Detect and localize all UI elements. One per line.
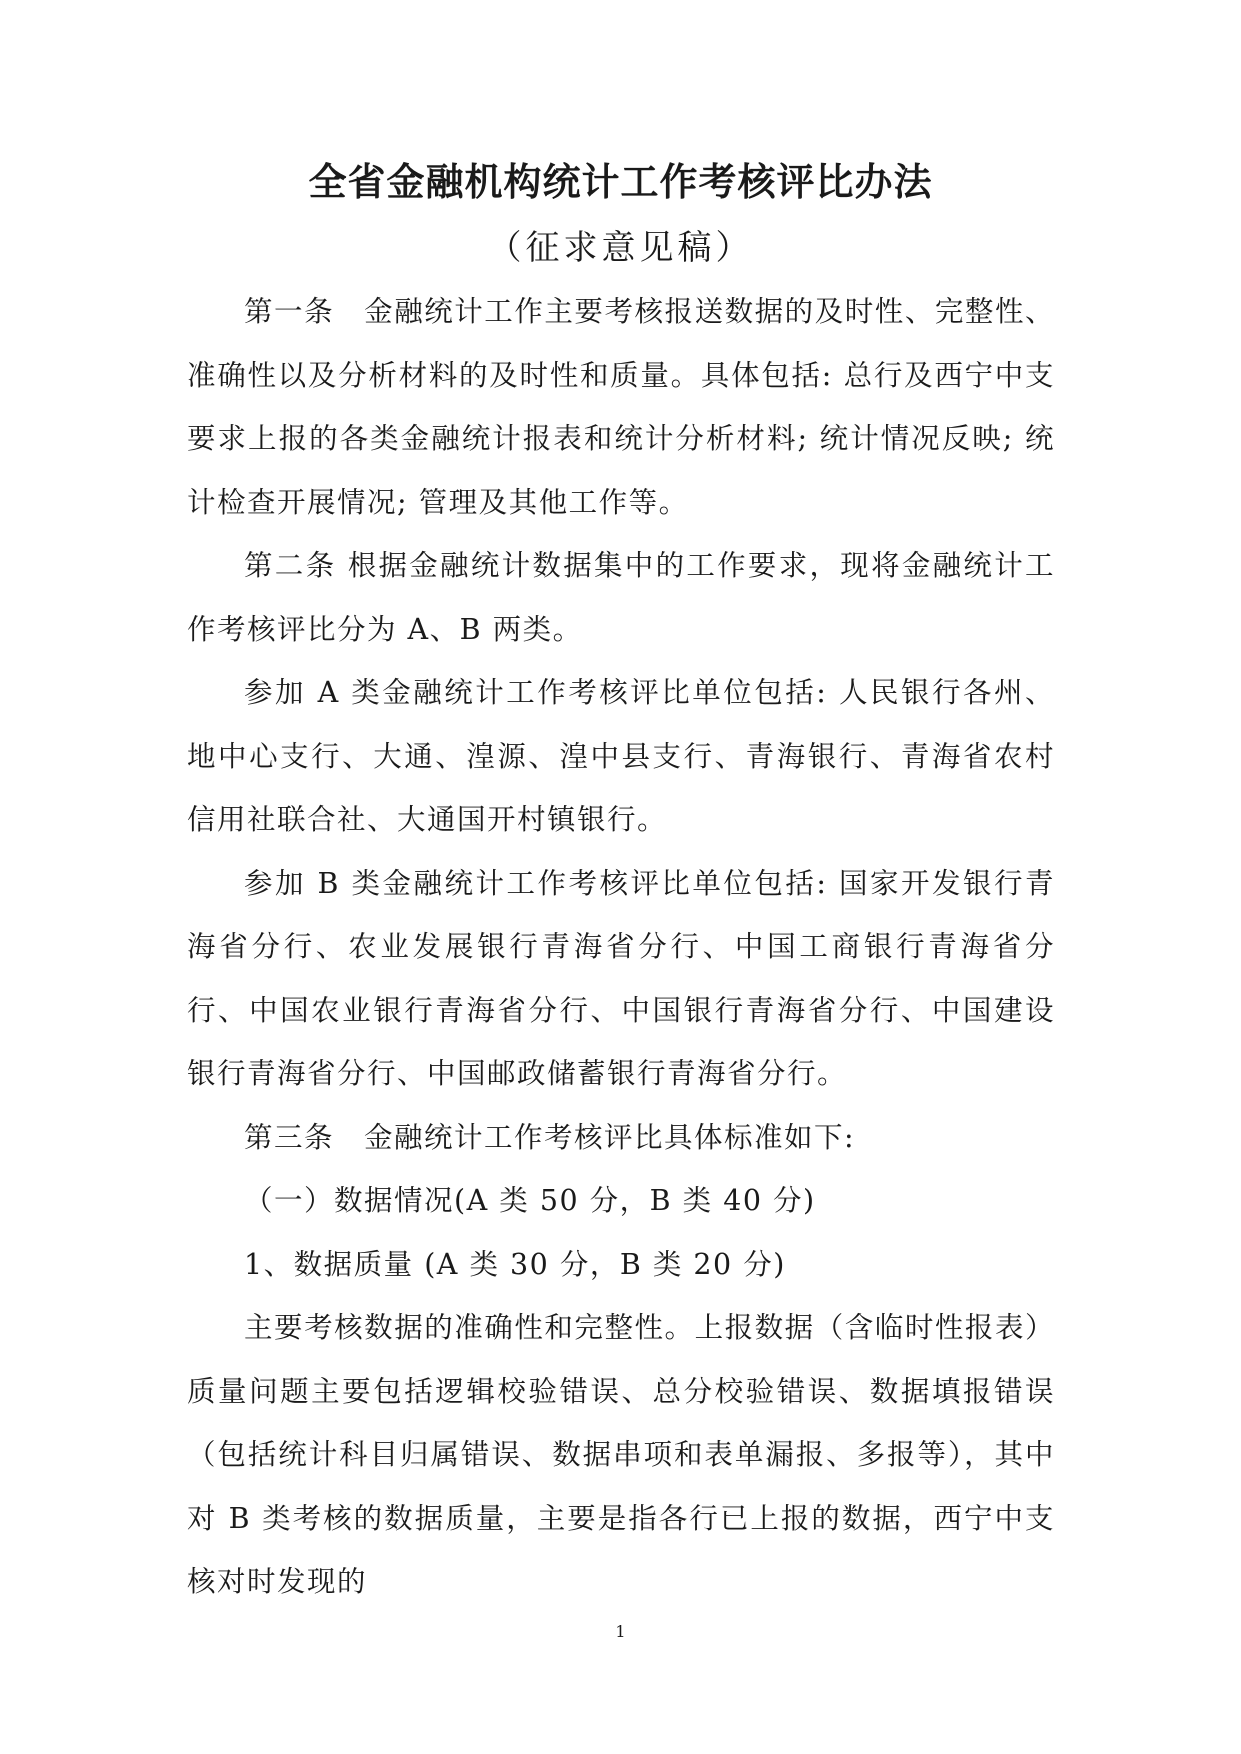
page-number: 1 bbox=[615, 1622, 626, 1641]
paragraph-class-a-units: 参加 A 类金融统计工作考核评比单位包括: 人民银行各州、地中心支行、大通、湟源、湟中县支行、青海银行、青海省农村信用社联合社、大通国开村镇银行。 bbox=[187, 676, 1055, 836]
document-body bbox=[187, 280, 1055, 1614]
paragraph-article-1: 第一条 金融统计工作主要考核报送数据的及时性、完整性、准确性以及分析材料的及时性和质量。具体包括: 总行及西宁中支要求上报的各类金融统计报表和统计分析材料; 统计情况反映; 统计检查开展情况; 管理及其他工作等。 bbox=[187, 295, 1055, 519]
document-title: 全省金融机构统计工作考核评比办法 bbox=[308, 160, 933, 204]
paragraph-data-quality: 主要考核数据的准确性和完整性。上报数据（含临时性报表）质量问题主要包括逻辑校验错误、总分校验错误、数据填报错误（包括统计科目归属错误、数据串项和表单漏报、多报等），其中对 B 类考核的数据质量，主要是指各行已上报的数据，西宁中支核对时发现的 bbox=[187, 1311, 1055, 1598]
document-subtitle: （征求意见稿） bbox=[487, 228, 754, 268]
paragraph-article-2: 第二条 根据金融统计数据集中的工作要求，现将金融统计工作考核评比分为 A、B 两类。 bbox=[187, 549, 1055, 646]
paragraph-article-3: 第三条 金融统计工作考核评比具体标准如下: bbox=[244, 1120, 856, 1154]
section-heading-data: （一）数据情况(A 类 50 分，B 类 40 分) bbox=[244, 1184, 816, 1217]
subsection-heading-data-quality: 1、数据质量 (A 类 30 分，B 类 20 分) bbox=[244, 1247, 786, 1281]
paragraph-class-b-units: 参加 B 类金融统计工作考核评比单位包括: 国家开发银行青海省分行、农业发展银行青海省分行、中国工商银行青海省分行、中国农业银行青海省分行、中国银行青海省分行、中国建设银行青海省分行、中国邮政储蓄银行青海省分行。 bbox=[187, 866, 1055, 1090]
